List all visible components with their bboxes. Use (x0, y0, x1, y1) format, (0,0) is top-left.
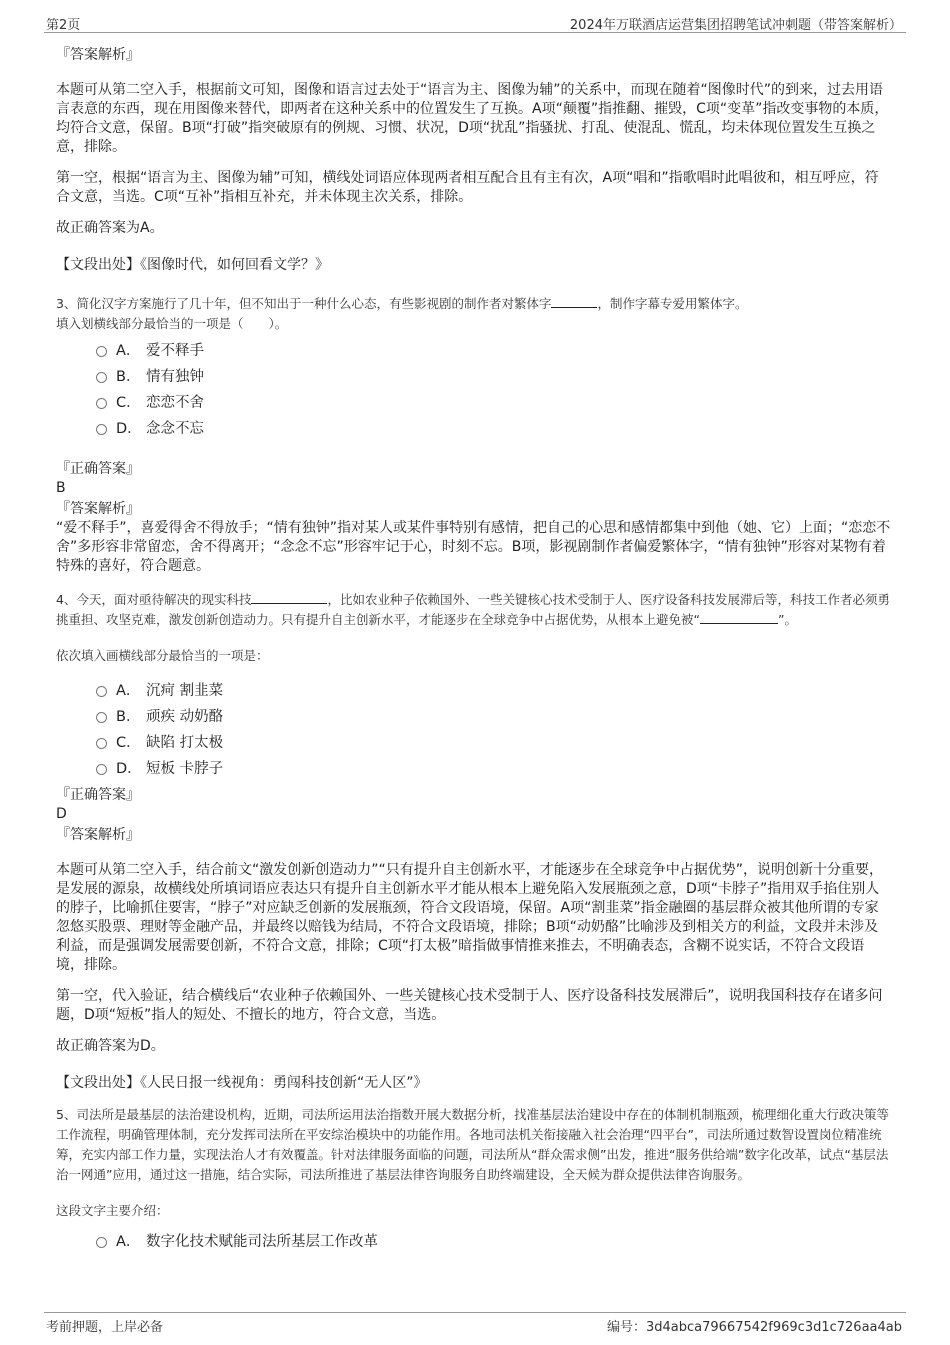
q4-analysis-label: 『答案解析』 (56, 827, 140, 843)
q3-analysis-label: 『答案解析』 (56, 501, 140, 517)
q3-answer: B (56, 480, 66, 496)
code-value: 3d4abca79667542f969c3d1c726aa4ab (645, 1320, 902, 1335)
option-key: C． (116, 395, 141, 411)
q5-prompt: 这段文字主要介绍： (56, 1203, 169, 1218)
q4-answer: D (56, 806, 67, 822)
option-text: 短板 卡脖子 (146, 761, 224, 777)
q4-stem-part1: 4、今天，面对亟待解决的现实科技 (56, 592, 252, 607)
q4-prompt: 依次填入画横线部分最恰当的一项是： (56, 648, 269, 663)
document-title: 2024年万联酒店运营集团招聘笔试冲刺题（带答案解析） (569, 18, 902, 33)
q3-answer-label: 『正确答案』 (56, 461, 140, 477)
q3-analysis: “爱不释手”，喜爱得舍不得放手；“情有独钟”指对某人或某件事特别有感情，把自己的心思和感情都集中到他（她、它）上面；“恋恋不舍”多形容非常留恋，舍不得离开；“念念不忘”形容牢记于心，时刻不忘。B项，影视剧制作者偏爱繁体字，“情有独钟”形容对某物有着特殊的喜好，符合题意。 (56, 520, 891, 574)
option-key: B． (116, 369, 141, 385)
q3-option-d[interactable] (96, 416, 892, 442)
option-key: A． (116, 343, 141, 359)
q2-analysis-para2: 第一空，根据“语言为主、图像为辅”可知，横线处词语应体现两者相互配合且有主有次，A项“唱和”指歌唱时此唱彼和，相互呼应，符合文意，当选。C项“互补”指相互补充，并未体现主次关系，排除。 (56, 170, 879, 205)
q4-stem-part2: ，比如农业种子依赖国外、一些关键核心技术受制于人、医疗设备科技发展滞后等，科技工作者必须勇挑重担、攻坚克难，激发创新创造动力。只有提升自主创新水平，才能逐步在全球竞争中占据优势，从根本上避免被“ (56, 592, 890, 627)
q5-stem: 5、司法所是最基层的法治建设机构，近期，司法所运用法治指数开展大数据分析，找准基层法治建设中存在的体制机制瓶颈，梳理细化重大行政决策等工作流程，明确管理体制，充分发挥司法所在平安综治模块中的功能作用。各地司法机关衔接融入社会治理“四平台”，司法所通过数智设置岗位精准统筹，充实内部工作力量，实现法治人才有效覆盖。针对法律服务面临的问题，司法所从“群众需求侧”出发，推进“服务供给端”数字化改革，试点“基层法治一网通”应用，通过这一措施，结合实际，司法所推进了基层法律咨询服务自助终端建设，全天候为群众提供法律咨询服务。 (56, 1107, 889, 1182)
option-text: 缺陷 打太极 (146, 735, 224, 751)
option-text: 数字化技术赋能司法所基层工作改革 (146, 1234, 378, 1250)
q2-conclusion: 故正确答案为A。 (56, 220, 164, 236)
option-text: 情有独钟 (146, 369, 204, 385)
option-text: 爱不释手 (146, 343, 204, 359)
q4-conclusion: 故正确答案为D。 (56, 1038, 165, 1054)
q3-stem-part1: 3、简化汉字方案施行了几十年，但不知出于一种什么心态，有些影视剧的制作者对繁体字 (56, 296, 552, 311)
q4-analysis-para2: 第一空，代入验证，结合横线后“农业种子依赖国外、一些关键核心技术受制于人、医疗设备科技发展滞后”，说明我国科技存在诸多问题，D项“短板”指人的短处、不擅长的地方，符合文意，当选。 (56, 988, 883, 1023)
radio-icon[interactable] (96, 712, 107, 723)
q2-analysis-para1: 本题可从第二空入手，根据前文可知，图像和语言过去处于“语言为主、图像为辅”的关系中，而现在随着“图像时代”的到来，过去用语言表意的东西，现在用图像来替代，即两者在这种关系中的位置发生了互换。A项“颠覆”指推翻、摧毁，C项“变革”指改变事物的本质，均符合文意，保留。B项“打破”指突破原有的例规、习惯、状况，D项“扰乱”指骚扰、打乱、使混乱、慌乱，均未体现位置发生互换之意，排除。 (56, 82, 889, 155)
option-text: 念念不忘 (146, 421, 204, 437)
option-text: 顽疾 动奶酪 (146, 709, 224, 725)
radio-icon[interactable] (96, 372, 107, 383)
q5-option-a[interactable] (96, 1229, 892, 1255)
q3-option-b[interactable] (96, 364, 892, 390)
q2-source: 【文段出处】《图像时代，如何回看文学？》 (56, 257, 329, 273)
q4-stem (56, 590, 892, 630)
radio-icon[interactable] (96, 686, 107, 697)
radio-icon[interactable] (96, 346, 107, 357)
q4-answer-label: 『正确答案』 (56, 787, 140, 803)
radio-icon[interactable] (96, 1237, 107, 1248)
page-footer (44, 1312, 906, 1335)
page-number: 第2页 (46, 18, 81, 33)
q3-option-c[interactable] (96, 390, 892, 416)
q2-analysis-label: 『答案解析』 (56, 47, 140, 63)
radio-icon[interactable] (96, 398, 107, 409)
q4-analysis-para1: 本题可从第二空入手，结合前文“激发创新创造动力”“只有提升自主创新水平，才能逐步在全球竞争中占据优势”，说明创新十分重要，是发展的源泉，故横线处所填词语应表达只有提升自主创新水平才能从根本上避免陷入发展瓶颈之意，D项“卡脖子”指用双手掐住别人的脖子，比喻抓住要害，“脖子”对应缺乏创新的发展瓶颈，符合文段语境，保留。A项“割韭菜”指金融圈的基层群众被其他所谓的专家忽悠买股票、理财等金融产品，并最终以赔钱为结局，不符合文段语境，排除；B项“动奶酪”比喻涉及到相关方的利益，文段并未涉及利益，而是强调发展需要创新，不符合文意，排除；C项“打太极”暗指做事情推来推去，不明确表态，含糊不说实话，不符合文段语境，排除。 (56, 862, 884, 973)
option-key: C． (116, 735, 141, 751)
q3-stem-part2: ，制作字幕专爱用繁体字。 (597, 296, 748, 311)
radio-icon[interactable] (96, 738, 107, 749)
page-header (44, 12, 906, 33)
q4-options (96, 678, 892, 782)
q4-option-c[interactable] (96, 730, 892, 756)
option-key: A． (116, 1234, 141, 1250)
q3-stem (56, 294, 892, 314)
option-key: D． (116, 421, 142, 437)
q4-source: 【文段出处】《人民日报一线视角：勇闯科技创新“无人区”》 (56, 1075, 428, 1091)
document-code (607, 1316, 902, 1335)
q5-options (96, 1229, 892, 1255)
option-key: D． (116, 761, 142, 777)
q4-option-a[interactable] (96, 678, 892, 704)
q3-option-a[interactable] (96, 338, 892, 364)
option-key: B． (116, 709, 141, 725)
radio-icon[interactable] (96, 764, 107, 775)
q4-option-d[interactable] (96, 756, 892, 782)
option-text: 恋恋不舍 (146, 395, 204, 411)
option-text: 沉疴 割韭菜 (146, 683, 224, 699)
code-label: 编号： (606, 1320, 646, 1335)
q4-option-b[interactable] (96, 704, 892, 730)
radio-icon[interactable] (96, 424, 107, 435)
q3-blank (551, 295, 597, 308)
q3-options (96, 338, 892, 442)
footer-slogan: 考前押题，上岸必备 (46, 1320, 164, 1335)
q4-blank-1 (251, 591, 327, 604)
document-body (56, 46, 892, 1255)
q4-stem-part3: ”。 (777, 612, 797, 627)
q3-prompt: 填入划横线部分最恰当的一项是（ ）。 (56, 316, 288, 331)
option-key: A． (116, 683, 141, 699)
q4-blank-2 (700, 611, 778, 624)
